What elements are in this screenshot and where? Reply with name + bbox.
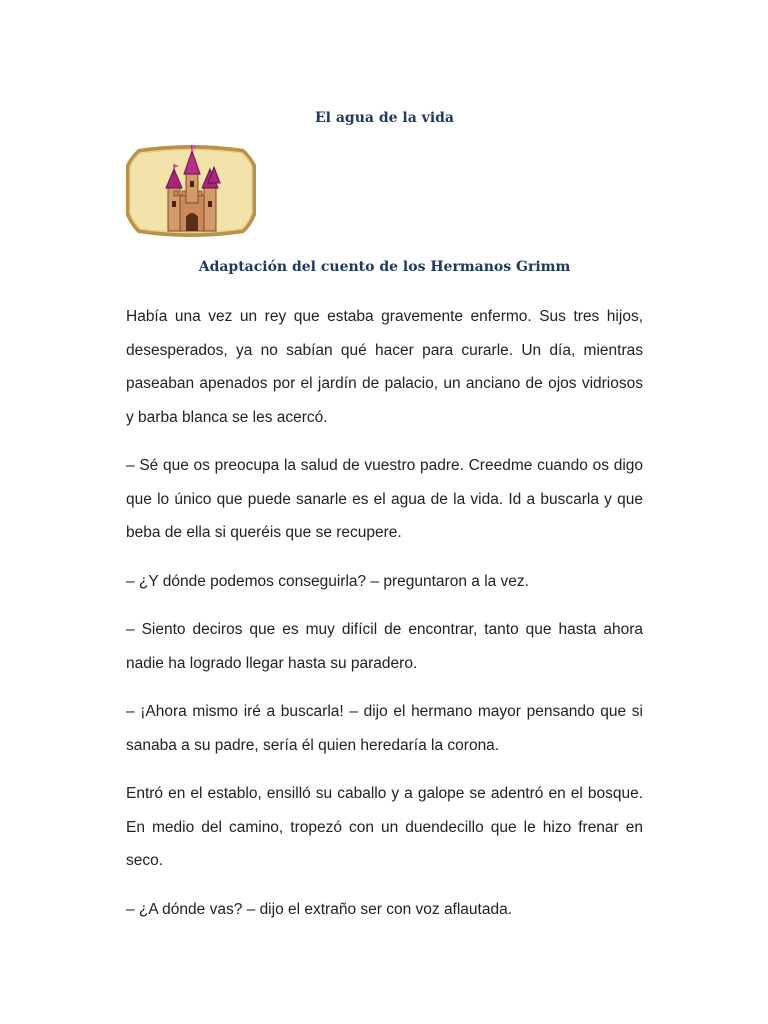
paragraph: Entró en el establo, ensilló su caballo y a galope se adentró en el bosque. En medio del camino, tropezó con un duendecillo que le hizo frenar en seco. <box>126 785 643 869</box>
document-title: El agua de la vida <box>315 110 454 126</box>
paragraph: – Siento deciros que es muy difícil de encontrar, tanto que hasta ahora nadie ha logrado llegar hasta su paradero. <box>126 621 643 672</box>
paragraph: – ¡Ahora mismo iré a buscarla! – dijo el hermano mayor pensando que si sanaba a su padre, sería él quien heredaría la corona. <box>126 703 643 754</box>
paragraph: – ¿Y dónde podemos conseguirla? – preguntaron a la vez. <box>126 572 529 590</box>
castle-icon <box>124 143 258 239</box>
paragraph: Había una vez un rey que estaba gravemente enfermo. Sus tres hijos, desesperados, ya no sabían qué hacer para curarle. Un día, mientras paseaban apenados por el jardín de palacio, un anciano de ojos vidriosos y barba blanca se les acercó. <box>126 308 643 426</box>
paragraph: – Sé que os preocupa la salud de vuestro padre. Creedme cuando os digo que lo único que puede sanarle es el agua de la vida. Id a buscarla y que beba de ella si queréis que se recupere. <box>126 457 643 541</box>
paragraph: – ¿A dónde vas? – dijo el extraño ser con voz aflautada. <box>126 900 513 918</box>
castle-emblem <box>124 143 258 239</box>
story-body <box>126 300 643 941</box>
document-subtitle: Adaptación del cuento de los Hermanos Grimm <box>198 259 571 275</box>
